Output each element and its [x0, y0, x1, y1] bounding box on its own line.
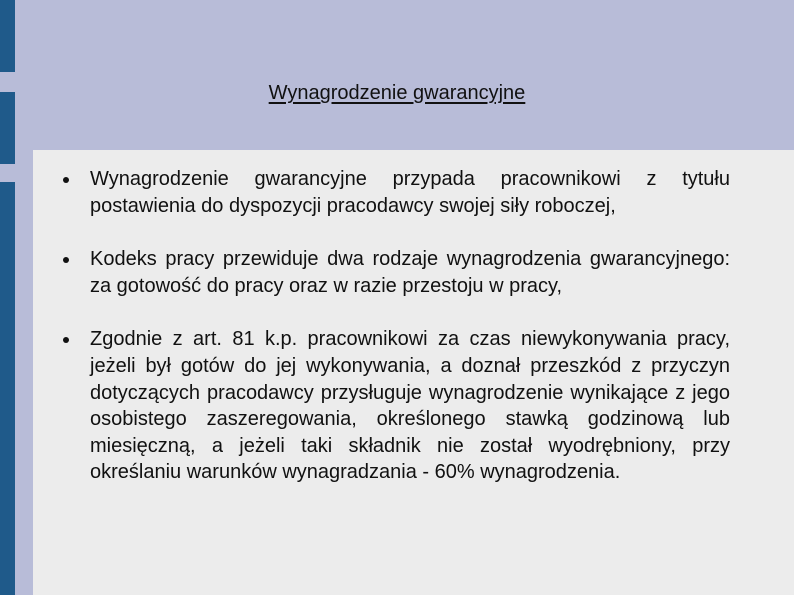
bullet-dot-icon	[63, 177, 69, 183]
bullet-item-1	[90, 166, 730, 219]
bullet-list	[90, 166, 730, 513]
accent-bar-bottom	[0, 182, 15, 595]
bullet-item-3	[90, 326, 730, 486]
content-box	[33, 150, 794, 595]
bullet-dot-icon	[63, 257, 69, 263]
bullet-item-2	[90, 246, 730, 299]
slide-title: Wynagrodzenie gwarancyjne	[268, 82, 526, 104]
accent-bar-top	[0, 0, 15, 72]
bullet-text-2: Kodeks pracy przewiduje dwa rodzaje wynagrodzenia gwarancyjnego: za gotowość do pracy oraz w razie przestoju w pracy,	[90, 248, 730, 297]
bullet-text-3: Zgodnie z art. 81 k.p. pracownikowi za czas niewykonywania pracy, jeżeli był gotów do jej wykonywania, a doznał przeszkód z przyczyn dotyczących pracodawcy przysługuje wynagrodzenie wynikające z jego osobistego zaszeregowania, określonego stawką godzinową lub miesięczną, a jeżeli taki składnik nie został wyodrębniony, przy określaniu warunków wynagradzania - 60% wynagrodzenia.	[90, 328, 730, 484]
bullet-text-1: Wynagrodzenie gwarancyjne przypada pracownikowi z tytułu postawienia do dyspozycji pracodawcy swojej siły roboczej,	[90, 168, 730, 217]
bullet-dot-icon	[63, 337, 69, 343]
